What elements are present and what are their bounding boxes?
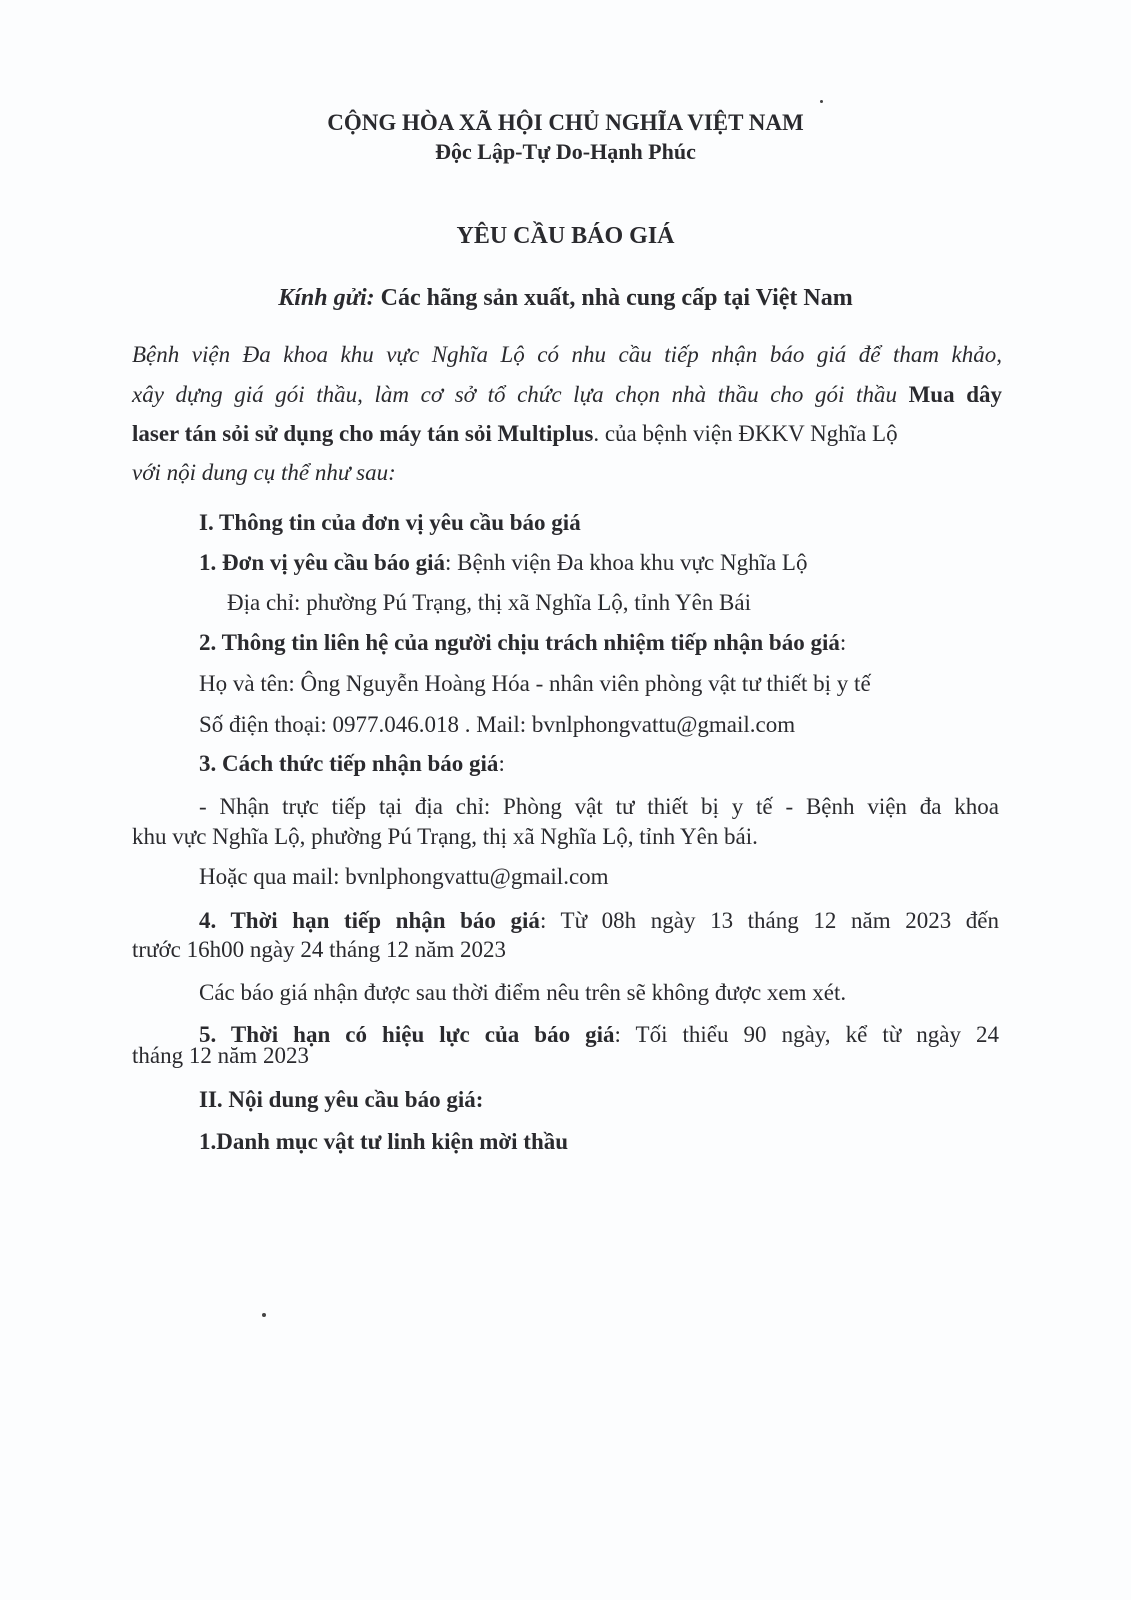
item-5-line-2: tháng 12 năm 2023 [132, 1043, 309, 1068]
item-4-value: : Từ 08h ngày 13 tháng 12 năm 2023 đến [539, 908, 1000, 933]
contact-name: Họ và tên: Ông Nguyễn Hoàng Hóa - nhân viên phòng vật tư thiết bị y tế [199, 671, 871, 696]
intro-line-2-text: xây dựng giá gói thầu, làm cơ sở tổ chức lựa chọn nhà thầu cho gói thầu [132, 382, 897, 407]
item-3-label: 3. Cách thức tiếp nhận báo giá [199, 751, 499, 776]
package-name-part-2: laser tán sỏi sử dụng cho máy tán sỏi Multiplus [132, 421, 594, 446]
intro-line-3 [132, 419, 898, 449]
section-1-heading: I. Thông tin của đơn vị yêu cầu báo giá [199, 510, 581, 535]
motto: Độc Lập-Tự Do-Hạnh Phúc [435, 139, 696, 164]
section-2-heading: II. Nội dung yêu cầu báo giá: [199, 1087, 484, 1112]
item-3-line-2: khu vực Nghĩa Lộ, phường Pú Trạng, thị xã Nghĩa Lộ, tỉnh Yên bái. [132, 824, 758, 849]
section-2-sub-1: 1.Danh mục vật tư linh kiện mời thầu [199, 1129, 569, 1154]
intro-line-4: với nội dung cụ thể như sau: [132, 460, 396, 485]
item-5-line-1 [199, 1020, 999, 1050]
item-4-label: 4. Thời hạn tiếp nhận báo giá [199, 908, 540, 933]
item-4-line-2: trước 16h00 ngày 24 tháng 12 năm 2023 [132, 937, 507, 962]
recipient-value: Các hãng sản xuất, nhà cung cấp tại Việt Nam [380, 285, 853, 311]
item-2-colon: : [839, 630, 847, 655]
item-3 [199, 749, 505, 779]
item-1-label: 1. Đơn vị yêu cầu báo giá [199, 550, 445, 575]
intro-line-2 [132, 380, 1002, 410]
nation-header: CỘNG HÒA XÃ HỘI CHỦ NGHĨA VIỆT NAM [327, 110, 804, 135]
item-3-colon: : [498, 751, 505, 776]
scan-speck [262, 1313, 266, 1317]
item-2-label: 2. Thông tin liên hệ của người chịu trách nhiệm tiếp nhận báo giá [199, 630, 840, 655]
item-5-value: : Tối thiểu 90 ngày, kể từ ngày 24 [614, 1022, 999, 1047]
item-1-value: : Bệnh viện Đa khoa khu vực Nghĩa Lộ [444, 550, 808, 575]
item-4-note: Các báo giá nhận được sau thời điểm nêu trên sẽ không được xem xét. [199, 980, 847, 1005]
contact-phone-mail: Số điện thoại: 0977.046.018 . Mail: bvnlphongvattu@gmail.com [199, 712, 796, 737]
intro-line-1: Bệnh viện Đa khoa khu vực Nghĩa Lộ có nhu cầu tiếp nhận báo giá để tham khảo, [132, 342, 1002, 367]
item-3-line-3: Hoặc qua mail: bvnlphongvattu@gmail.com [199, 864, 609, 889]
package-name-part-1: Mua dây [908, 382, 1002, 407]
item-3-line-1: - Nhận trực tiếp tại địa chỉ: Phòng vật tư thiết bị y tế - Bệnh viện đa khoa [199, 794, 999, 819]
item-4-line-1 [199, 906, 999, 936]
recipient-line [0, 283, 1131, 313]
recipient-label: Kính gửi: [278, 285, 375, 311]
item-1 [199, 548, 807, 578]
scan-speck [820, 100, 823, 103]
item-2 [199, 628, 846, 658]
document-title: YÊU CẦU BÁO GIÁ [456, 223, 675, 249]
item-5-label: 5. Thời hạn có hiệu lực của báo giá [199, 1022, 615, 1047]
intro-line-3-rest: . của bệnh viện ĐKKV Nghĩa Lộ [593, 421, 898, 446]
address: Địa chỉ: phường Pú Trạng, thị xã Nghĩa Lộ, tỉnh Yên Bái [227, 590, 751, 615]
